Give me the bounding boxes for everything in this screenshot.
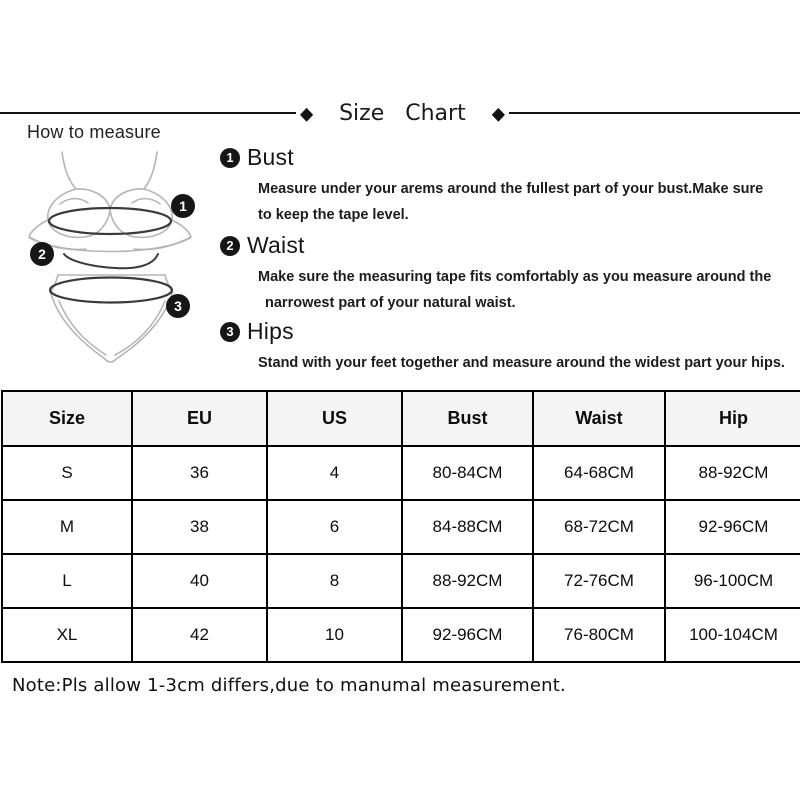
cell-hip: 92-96CM — [665, 500, 800, 554]
cell-eu: 42 — [132, 608, 267, 662]
cell-bust: 92-96CM — [402, 608, 533, 662]
cell-size: L — [2, 554, 132, 608]
cell-waist: 72-76CM — [533, 554, 665, 608]
description-line: Make sure the measuring tape fits comfortably as you measure around the — [258, 269, 772, 285]
cell-size: S — [2, 446, 132, 500]
badge-number: 3 — [174, 298, 182, 314]
cell-bust: 80-84CM — [402, 446, 533, 500]
section-bust-description — [258, 176, 795, 228]
description-line: Measure under your arems around the fullest part of your bust.Make sure — [258, 181, 764, 197]
page-title: Size Chart — [339, 100, 466, 126]
bikini-top-sketch — [29, 152, 191, 252]
cell-eu: 40 — [132, 554, 267, 608]
cell-hip: 88-92CM — [665, 446, 800, 500]
cell-us: 4 — [267, 446, 402, 500]
cell-us: 6 — [267, 500, 402, 554]
size-table-container — [1, 390, 798, 663]
section-bust-heading — [220, 144, 795, 171]
cell-waist: 64-68CM — [533, 446, 665, 500]
table-row — [2, 446, 800, 500]
table-row — [2, 608, 800, 662]
how-to-measure-label: How to measure — [27, 122, 161, 142]
section-waist-description — [258, 264, 795, 316]
diamond-icon: ◆ — [300, 103, 314, 123]
cell-bust: 84-88CM — [402, 500, 533, 554]
section-hips-heading — [220, 318, 795, 345]
hips-number-badge: 3 — [220, 322, 240, 342]
hip-measure-line — [50, 278, 172, 303]
column-header-hip: Hip — [665, 391, 800, 446]
section-waist-heading — [220, 232, 795, 259]
bikini-measure-illustration — [18, 142, 218, 382]
description-line: Stand with your feet together and measure around the widest part your hips. — [258, 355, 785, 371]
waist-measure-line — [64, 254, 158, 268]
column-header-waist: Waist — [533, 391, 665, 446]
table-row — [2, 500, 800, 554]
section-hips-title: Hips — [247, 318, 294, 344]
cell-waist: 68-72CM — [533, 500, 665, 554]
description-line: narrowest part of your natural waist. — [265, 295, 516, 311]
table-header-row — [2, 391, 800, 446]
cell-us: 8 — [267, 554, 402, 608]
title-rule-left — [0, 112, 296, 114]
badge-number: 2 — [38, 246, 46, 262]
column-header-size: Size — [2, 391, 132, 446]
bikini-bottom-sketch — [50, 275, 173, 362]
description-line: to keep the tape level. — [258, 207, 409, 223]
bust-number-badge: 1 — [220, 148, 240, 168]
section-hips-description — [258, 350, 795, 376]
section-waist-title: Waist — [247, 232, 305, 258]
table-row — [2, 554, 800, 608]
illustration-badge-3 — [166, 294, 190, 318]
column-header-bust: Bust — [402, 391, 533, 446]
cell-hip: 100-104CM — [665, 608, 800, 662]
section-bust-title: Bust — [247, 144, 294, 170]
illustration-badge-2 — [30, 242, 54, 266]
illustration-badge-1 — [171, 194, 195, 218]
column-header-us: US — [267, 391, 402, 446]
cell-waist: 76-80CM — [533, 608, 665, 662]
diamond-icon: ◆ — [491, 103, 505, 123]
waist-number-badge: 2 — [220, 236, 240, 256]
cell-eu: 38 — [132, 500, 267, 554]
section-bust — [220, 144, 795, 228]
badge-number: 1 — [179, 198, 187, 214]
section-waist — [220, 232, 795, 316]
cell-size: M — [2, 500, 132, 554]
cell-hip: 96-100CM — [665, 554, 800, 608]
cell-size: XL — [2, 608, 132, 662]
column-header-eu: EU — [132, 391, 267, 446]
section-hips — [220, 318, 795, 376]
cell-bust: 88-92CM — [402, 554, 533, 608]
cell-eu: 36 — [132, 446, 267, 500]
cell-us: 10 — [267, 608, 402, 662]
measurement-note: Note:Pls allow 1-3cm differs,due to manumal measurement. — [12, 675, 566, 696]
size-table — [1, 390, 800, 663]
title-rule-right — [509, 112, 800, 114]
